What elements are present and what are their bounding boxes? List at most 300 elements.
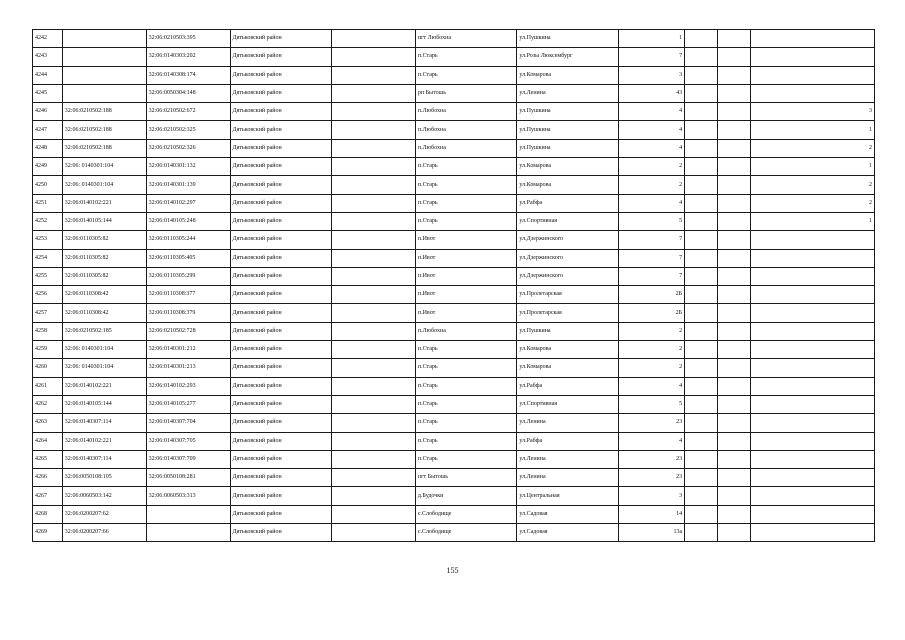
table-row <box>33 121 875 139</box>
page-number: 155 <box>446 566 459 575</box>
row-number-cell: 4261 <box>33 377 63 395</box>
row-number-cell: 4257 <box>33 304 63 322</box>
street-cell: ул.Розы Люксембург <box>517 48 619 66</box>
apartment-cell <box>751 395 875 413</box>
empty-cell <box>718 103 751 121</box>
table-row <box>33 524 875 542</box>
table-row <box>33 304 875 322</box>
street-cell: ул.Пушкина <box>517 103 619 121</box>
street-cell: ул.Комарова <box>517 341 619 359</box>
table-row <box>33 487 875 505</box>
apartment-cell: 1 <box>751 158 875 176</box>
table-row <box>33 84 875 102</box>
empty-cell <box>332 286 416 304</box>
locality-cell: п.Старь <box>415 176 517 194</box>
apartment-cell <box>751 487 875 505</box>
table-row <box>33 414 875 432</box>
house-number-cell: 4 <box>618 103 684 121</box>
district-cell: Дятьковский район <box>230 432 332 450</box>
house-number-cell: 4 <box>618 432 684 450</box>
empty-cell <box>718 450 751 468</box>
apartment-cell: 1 <box>751 212 875 230</box>
table-row <box>33 395 875 413</box>
cadastral-number-cell: 32:06:0140301:132 <box>146 158 230 176</box>
empty-cell <box>332 450 416 468</box>
empty-cell <box>685 286 718 304</box>
street-cell: ул.Комарова <box>517 158 619 176</box>
district-cell: Дятьковский район <box>230 469 332 487</box>
empty-cell <box>685 231 718 249</box>
apartment-cell: 2 <box>751 194 875 212</box>
empty-cell <box>332 121 416 139</box>
empty-cell <box>332 84 416 102</box>
empty-cell <box>718 359 751 377</box>
cadastral-parent-cell: 32:06:0140102:221 <box>62 432 146 450</box>
locality-cell: пгт Бытошь <box>415 469 517 487</box>
cadastral-parent-cell: 32:06:0140105:144 <box>62 395 146 413</box>
cadastral-parent-cell: 32:06:0110305:82 <box>62 249 146 267</box>
row-number-cell: 4260 <box>33 359 63 377</box>
cadastral-parent-cell: 32:06:0140105:144 <box>62 212 146 230</box>
empty-cell <box>685 267 718 285</box>
row-number-cell: 4265 <box>33 450 63 468</box>
house-number-cell: 14 <box>618 505 684 523</box>
cadastral-parent-cell: 32:06: 0140301:104 <box>62 158 146 176</box>
locality-cell: п.Старь <box>415 432 517 450</box>
cadastral-number-cell: 32:06:0050304:148 <box>146 84 230 102</box>
table-row <box>33 212 875 230</box>
street-cell: ул.Садовая <box>517 524 619 542</box>
locality-cell: п.Любохна <box>415 103 517 121</box>
cadastral-parent-cell: 32:06:0210502:185 <box>62 322 146 340</box>
district-cell: Дятьковский район <box>230 103 332 121</box>
cadastral-number-cell <box>146 505 230 523</box>
empty-cell <box>332 267 416 285</box>
empty-cell <box>685 414 718 432</box>
district-cell: Дятьковский район <box>230 304 332 322</box>
locality-cell: п.Старь <box>415 158 517 176</box>
empty-cell <box>718 176 751 194</box>
empty-cell <box>718 469 751 487</box>
cadastral-number-cell <box>146 524 230 542</box>
cadastral-number-cell: 32:06:0050108:281 <box>146 469 230 487</box>
empty-cell <box>718 505 751 523</box>
row-number-cell: 4267 <box>33 487 63 505</box>
empty-cell <box>332 194 416 212</box>
district-cell: Дятьковский район <box>230 286 332 304</box>
row-number-cell: 4243 <box>33 48 63 66</box>
empty-cell <box>685 395 718 413</box>
empty-cell <box>332 432 416 450</box>
empty-cell <box>685 48 718 66</box>
empty-cell <box>685 469 718 487</box>
empty-cell <box>718 121 751 139</box>
house-number-cell: 7 <box>618 48 684 66</box>
empty-cell <box>685 176 718 194</box>
cadastral-number-cell: 32:06:0210503:395 <box>146 30 230 48</box>
empty-cell <box>685 103 718 121</box>
district-cell: Дятьковский район <box>230 249 332 267</box>
district-cell: Дятьковский район <box>230 341 332 359</box>
row-number-cell: 4268 <box>33 505 63 523</box>
street-cell: ул.Комарова <box>517 359 619 377</box>
district-cell: Дятьковский район <box>230 121 332 139</box>
row-number-cell: 4242 <box>33 30 63 48</box>
apartment-cell <box>751 84 875 102</box>
empty-cell <box>332 304 416 322</box>
cadastral-parent-cell: 32:06:0110308:42 <box>62 304 146 322</box>
locality-cell: п.Старь <box>415 212 517 230</box>
table-row <box>33 30 875 48</box>
house-number-cell: 2Б <box>618 304 684 322</box>
empty-cell <box>718 377 751 395</box>
house-number-cell: 5 <box>618 395 684 413</box>
house-number-cell: 7 <box>618 231 684 249</box>
empty-cell <box>332 322 416 340</box>
district-cell: Дятьковский район <box>230 48 332 66</box>
street-cell: ул.Центральная <box>517 487 619 505</box>
empty-cell <box>685 66 718 84</box>
locality-cell: п.Старь <box>415 377 517 395</box>
empty-cell <box>685 139 718 157</box>
cadastral-parent-cell: 32:06:0050108:105 <box>62 469 146 487</box>
table-row <box>33 322 875 340</box>
cadastral-number-cell: 32:06:0110305:244 <box>146 231 230 249</box>
house-number-cell: 4 <box>618 377 684 395</box>
cadastral-parent-cell <box>62 48 146 66</box>
empty-cell <box>718 231 751 249</box>
empty-cell <box>332 212 416 230</box>
street-cell: ул.Ленина <box>517 450 619 468</box>
cadastral-number-cell: 32:06:0140303:202 <box>146 48 230 66</box>
house-number-cell: 2 <box>618 176 684 194</box>
empty-cell <box>718 212 751 230</box>
cadastral-number-cell: 32:06:0140308:174 <box>146 66 230 84</box>
empty-cell <box>332 395 416 413</box>
empty-cell <box>332 249 416 267</box>
row-number-cell: 4266 <box>33 469 63 487</box>
empty-cell <box>685 30 718 48</box>
house-number-cell: 2Б <box>618 286 684 304</box>
cadastral-number-cell: 32:06:0140105:248 <box>146 212 230 230</box>
empty-cell <box>718 432 751 450</box>
empty-cell <box>332 505 416 523</box>
apartment-cell <box>751 304 875 322</box>
empty-cell <box>332 66 416 84</box>
empty-cell <box>718 414 751 432</box>
empty-cell <box>685 377 718 395</box>
empty-cell <box>332 231 416 249</box>
apartment-cell <box>751 66 875 84</box>
empty-cell <box>718 267 751 285</box>
cadastral-parent-cell: 32:06:0110305:82 <box>62 231 146 249</box>
street-cell: ул.Пушкина <box>517 139 619 157</box>
locality-cell: п.Любохна <box>415 139 517 157</box>
district-cell: Дятьковский район <box>230 158 332 176</box>
cadastral-number-cell: 32:06:0110305:299 <box>146 267 230 285</box>
row-number-cell: 4250 <box>33 176 63 194</box>
street-cell: ул.Ленина <box>517 414 619 432</box>
cadastral-parent-cell: 32:06:0210502:188 <box>62 121 146 139</box>
table-row <box>33 469 875 487</box>
locality-cell: д.Будочки <box>415 487 517 505</box>
locality-cell: п.Ивот <box>415 304 517 322</box>
street-cell: ул.Рабфа <box>517 194 619 212</box>
row-number-cell: 4252 <box>33 212 63 230</box>
street-cell: ул.Пролетарская <box>517 286 619 304</box>
row-number-cell: 4246 <box>33 103 63 121</box>
empty-cell <box>718 395 751 413</box>
apartment-cell <box>751 414 875 432</box>
district-cell: Дятьковский район <box>230 84 332 102</box>
district-cell: Дятьковский район <box>230 524 332 542</box>
district-cell: Дятьковский район <box>230 267 332 285</box>
house-number-cell: 23 <box>618 414 684 432</box>
apartment-cell <box>751 30 875 48</box>
apartment-cell <box>751 341 875 359</box>
street-cell: ул.Садовая <box>517 505 619 523</box>
cadastral-number-cell: 32:06:0210502:326 <box>146 139 230 157</box>
house-number-cell: 1 <box>618 30 684 48</box>
cadastral-number-cell: 32:06:0210502:325 <box>146 121 230 139</box>
empty-cell <box>685 450 718 468</box>
locality-cell: с.Слободище <box>415 505 517 523</box>
locality-cell: п.Старь <box>415 48 517 66</box>
register-table <box>32 29 875 542</box>
street-cell: ул.Ленина <box>517 469 619 487</box>
street-cell: ул.Комарова <box>517 176 619 194</box>
apartment-cell <box>751 249 875 267</box>
empty-cell <box>718 286 751 304</box>
empty-cell <box>718 158 751 176</box>
locality-cell: с.Слободище <box>415 524 517 542</box>
row-number-cell: 4253 <box>33 231 63 249</box>
district-cell: Дятьковский район <box>230 487 332 505</box>
empty-cell <box>685 487 718 505</box>
empty-cell <box>685 249 718 267</box>
cadastral-number-cell: 32:06:0210502:728 <box>146 322 230 340</box>
empty-cell <box>718 249 751 267</box>
cadastral-parent-cell: 32:06:0140307:114 <box>62 414 146 432</box>
apartment-cell <box>751 231 875 249</box>
street-cell: ул.Пролетарская <box>517 304 619 322</box>
row-number-cell: 4269 <box>33 524 63 542</box>
empty-cell <box>332 524 416 542</box>
cadastral-parent-cell: 32:06:0200207:66 <box>62 524 146 542</box>
house-number-cell: 5 <box>618 212 684 230</box>
street-cell: ул.Пушкина <box>517 322 619 340</box>
row-number-cell: 4248 <box>33 139 63 157</box>
apartment-cell <box>751 267 875 285</box>
table-row <box>33 103 875 121</box>
row-number-cell: 4249 <box>33 158 63 176</box>
house-number-cell: 2 <box>618 158 684 176</box>
table-row <box>33 377 875 395</box>
empty-cell <box>332 341 416 359</box>
table-row <box>33 432 875 450</box>
district-cell: Дятьковский район <box>230 176 332 194</box>
apartment-cell <box>751 524 875 542</box>
empty-cell <box>332 139 416 157</box>
cadastral-number-cell: 32:06:0110308:377 <box>146 286 230 304</box>
row-number-cell: 4262 <box>33 395 63 413</box>
street-cell: ул.Рабфа <box>517 432 619 450</box>
cadastral-parent-cell: 32:06:0140102:221 <box>62 377 146 395</box>
table-row <box>33 66 875 84</box>
district-cell: Дятьковский район <box>230 505 332 523</box>
empty-cell <box>685 505 718 523</box>
locality-cell: п.Ивот <box>415 231 517 249</box>
empty-cell <box>718 84 751 102</box>
house-number-cell: 2 <box>618 341 684 359</box>
cadastral-parent-cell: 32:06:0210502:188 <box>62 103 146 121</box>
locality-cell: п.Старь <box>415 450 517 468</box>
empty-cell <box>685 432 718 450</box>
empty-cell <box>718 139 751 157</box>
cadastral-number-cell: 32:06:0140301:212 <box>146 341 230 359</box>
cadastral-parent-cell <box>62 66 146 84</box>
empty-cell <box>332 377 416 395</box>
empty-cell <box>332 469 416 487</box>
empty-cell <box>685 194 718 212</box>
empty-cell <box>685 121 718 139</box>
empty-cell <box>685 322 718 340</box>
street-cell: ул.Комарова <box>517 66 619 84</box>
cadastral-parent-cell: 32:06:0200207:62 <box>62 505 146 523</box>
house-number-cell: 7 <box>618 249 684 267</box>
empty-cell <box>332 30 416 48</box>
empty-cell <box>718 30 751 48</box>
house-number-cell: 2 <box>618 322 684 340</box>
district-cell: Дятьковский район <box>230 194 332 212</box>
street-cell: ул.Спортивная <box>517 212 619 230</box>
empty-cell <box>332 414 416 432</box>
table-row <box>33 139 875 157</box>
cadastral-parent-cell <box>62 84 146 102</box>
cadastral-parent-cell: 32:06: 0140301:104 <box>62 359 146 377</box>
cadastral-number-cell: 32:06:0140102:293 <box>146 377 230 395</box>
table-row <box>33 176 875 194</box>
locality-cell: п.Старь <box>415 395 517 413</box>
table-row <box>33 158 875 176</box>
street-cell: ул.Спортивная <box>517 395 619 413</box>
cadastral-number-cell: 32:06:0110305:405 <box>146 249 230 267</box>
apartment-cell: 2 <box>751 176 875 194</box>
street-cell: ул.Дзержинского <box>517 267 619 285</box>
cadastral-number-cell: 32:06:0140307:705 <box>146 432 230 450</box>
empty-cell <box>685 158 718 176</box>
cadastral-number-cell: 32:06:0140301:213 <box>146 359 230 377</box>
empty-cell <box>718 48 751 66</box>
apartment-cell <box>751 322 875 340</box>
cadastral-number-cell: 32:06:0210502:672 <box>146 103 230 121</box>
locality-cell: п.Любохна <box>415 121 517 139</box>
row-number-cell: 4258 <box>33 322 63 340</box>
locality-cell: п.Старь <box>415 66 517 84</box>
district-cell: Дятьковский район <box>230 66 332 84</box>
empty-cell <box>685 524 718 542</box>
locality-cell: п.Ивот <box>415 249 517 267</box>
street-cell: ул.Дзержинского <box>517 231 619 249</box>
cadastral-number-cell: 32:06:0140307:709 <box>146 450 230 468</box>
house-number-cell: 13а <box>618 524 684 542</box>
cadastral-number-cell: 32:06:0140307:704 <box>146 414 230 432</box>
house-number-cell: 7 <box>618 267 684 285</box>
apartment-cell <box>751 286 875 304</box>
district-cell: Дятьковский район <box>230 322 332 340</box>
empty-cell <box>718 487 751 505</box>
house-number-cell: 43 <box>618 84 684 102</box>
house-number-cell: 23 <box>618 469 684 487</box>
cadastral-parent-cell: 32:06:0140307:114 <box>62 450 146 468</box>
district-cell: Дятьковский район <box>230 395 332 413</box>
locality-cell: п.Старь <box>415 414 517 432</box>
cadastral-number-cell: 32:06:0140301:139 <box>146 176 230 194</box>
locality-cell: п.Любохна <box>415 322 517 340</box>
row-number-cell: 4251 <box>33 194 63 212</box>
empty-cell <box>332 359 416 377</box>
apartment-cell: 1 <box>751 121 875 139</box>
house-number-cell: 3 <box>618 66 684 84</box>
district-cell: Дятьковский район <box>230 450 332 468</box>
district-cell: Дятьковский район <box>230 377 332 395</box>
cadastral-parent-cell: 32:06:0110305:82 <box>62 267 146 285</box>
empty-cell <box>332 48 416 66</box>
row-number-cell: 4254 <box>33 249 63 267</box>
street-cell: ул.Дзержинского <box>517 249 619 267</box>
cadastral-parent-cell: 32:06:0140102:221 <box>62 194 146 212</box>
table-body <box>33 30 875 542</box>
house-number-cell: 2 <box>618 359 684 377</box>
cadastral-parent-cell: 32:06: 0140301:104 <box>62 341 146 359</box>
street-cell: ул.Пушкина <box>517 30 619 48</box>
empty-cell <box>332 103 416 121</box>
cadastral-number-cell: 32:06:0140105:277 <box>146 395 230 413</box>
table-row <box>33 249 875 267</box>
apartment-cell <box>751 469 875 487</box>
apartment-cell <box>751 359 875 377</box>
empty-cell <box>718 341 751 359</box>
district-cell: Дятьковский район <box>230 231 332 249</box>
empty-cell <box>332 158 416 176</box>
district-cell: Дятьковский район <box>230 212 332 230</box>
table-row <box>33 231 875 249</box>
empty-cell <box>718 524 751 542</box>
district-cell: Дятьковский район <box>230 359 332 377</box>
district-cell: Дятьковский район <box>230 139 332 157</box>
locality-cell: рп Бытошь <box>415 84 517 102</box>
district-cell: Дятьковский район <box>230 414 332 432</box>
row-number-cell: 4247 <box>33 121 63 139</box>
table-row <box>33 267 875 285</box>
row-number-cell: 4245 <box>33 84 63 102</box>
row-number-cell: 4255 <box>33 267 63 285</box>
table-row <box>33 359 875 377</box>
empty-cell <box>718 322 751 340</box>
apartment-cell <box>751 505 875 523</box>
district-cell: Дятьковский район <box>230 30 332 48</box>
apartment-cell <box>751 48 875 66</box>
apartment-cell <box>751 450 875 468</box>
table-row <box>33 286 875 304</box>
cadastral-number-cell: 32:06:0060503:313 <box>146 487 230 505</box>
row-number-cell: 4263 <box>33 414 63 432</box>
empty-cell <box>685 304 718 322</box>
table-row <box>33 505 875 523</box>
house-number-cell: 3 <box>618 487 684 505</box>
empty-cell <box>718 66 751 84</box>
street-cell: ул.Пушкина <box>517 121 619 139</box>
